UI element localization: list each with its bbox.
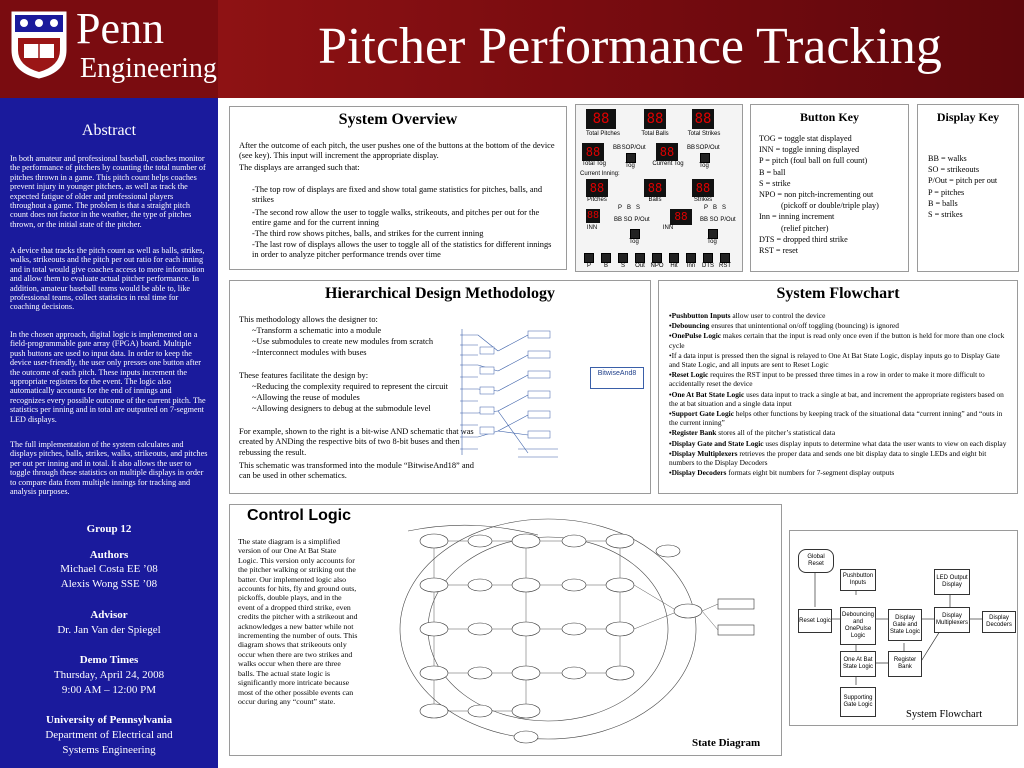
so-label-2: SO: [695, 145, 705, 151]
history-tog-button: [708, 229, 718, 239]
s-label-2: S: [721, 205, 726, 211]
s-label: S: [635, 205, 640, 211]
button-key-line: B = ball: [759, 167, 786, 177]
decoders-node: Display Decoders: [982, 611, 1016, 633]
flowchart-description-item: [669, 439, 1009, 448]
flowchart-diagram-panel: [789, 530, 1018, 726]
total-balls-label: Total Balls: [641, 131, 669, 137]
button-key-line: (relief pitcher): [781, 223, 829, 233]
flowchart-item-text: stores all of the pitcher’s statistical data: [716, 428, 836, 438]
bb-label-4: BB: [699, 217, 708, 223]
display-key-panel: [917, 104, 1019, 272]
inning-balls-display: 88: [644, 179, 666, 197]
advisor-name: Dr. Jan Van der Spiegel: [57, 624, 161, 636]
pushbutton-label-p: P: [586, 263, 591, 269]
total-pitches-label: Total Pitches: [585, 131, 621, 137]
overview-bullet-3: -The third row shows pitches, balls, and strikes for the current inning: [252, 229, 484, 238]
flowchart-description-item: [669, 468, 1009, 477]
advisor-label: Advisor: [90, 609, 128, 621]
total-tog-display: 88: [582, 143, 604, 161]
state-diagram: [398, 511, 778, 749]
history-display: 88: [670, 209, 692, 225]
state-diagram-caption: State Diagram: [692, 737, 761, 749]
flowchart-description-item: [669, 449, 1009, 467]
total-pitches-display: 88: [586, 109, 616, 129]
display-key-line: P = pitches: [928, 187, 965, 197]
flowchart-description-list: [669, 311, 1009, 478]
flowchart-item-text: •If a data input is pressed then the signal is relayed to One At Bat State Logic, display inputs go to Display Gate and State Logic, and all inputs are sent to Reset Logic: [669, 350, 1000, 370]
p-label: P: [617, 205, 622, 211]
control-logic-text: The state diagram is a simplified version of our One At Bat State Logic. This version only accounts for the pitcher walking or striking out the batter. Our implemented logic also accounts for hits, fly and ground outs, pickoffs, double plays, and in the event of a dropped third strike, even credits the pitcher with a strikeout and acknowledges a new batter while not incrementing the number of outs. This diagram shows that strikeouts only occur when there are two strikes and walks occur when there are three balls. The actual state logic is significantly more intricate because most of the other possible events can occur during any “count” state.: [238, 537, 358, 706]
control-logic-panel: [229, 504, 782, 756]
logo-engineering: Engineering: [80, 53, 217, 84]
hier-line-4: ~Interconnect modules with buses: [252, 348, 367, 357]
abstract-paragraph-1: In both amateur and professional baseball, coaches monitor the performance of pitchers by counting the total number of pitches thrown in a game. This pitch count helps coaches prevent injury in younger pitchers, as well as track the expected fatigue of older and professional players throughout a game. The problem is that a straight pitch count does not factor in the weather, the type of pitches thrown, or the initial state of the pitcher.: [10, 154, 206, 229]
hierarchical-panel: [229, 280, 651, 494]
flowchart-description-item: [669, 390, 1009, 408]
pushbutton-dts: [703, 253, 713, 263]
flowchart-description-item: [669, 351, 1009, 369]
pushbutton-label-out: Out: [635, 263, 645, 269]
display-key-line: B = balls: [928, 198, 958, 208]
flowchart-item-term: •Display Multiplexers: [669, 448, 738, 458]
poster-title: Pitcher Performance Tracking: [318, 18, 942, 75]
pushbutton-label-npo: NPO: [650, 263, 664, 269]
global-reset-node: Global Reset: [798, 549, 834, 573]
pushbutton-node: Pushbutton Inputs: [840, 569, 876, 591]
flowchart-item-text: helps other functions by keeping track of the situational data “current inning” and “outs in the current inning”: [669, 409, 1003, 428]
flowchart-description-item: [669, 321, 1009, 330]
display-key-list: [928, 153, 1016, 220]
pout-label-4: P/Out: [720, 217, 736, 223]
flowchart-item-term: •One At Bat State Logic: [669, 389, 745, 399]
system-overview-panel: [229, 106, 567, 270]
logo-penn: Penn: [76, 4, 164, 53]
flowchart-item-term: •OnePulse Logic: [669, 331, 722, 341]
button-key-list: [759, 133, 905, 256]
inning-pitches-display: 88: [586, 179, 608, 197]
pout-label-2: P/Out: [704, 145, 720, 151]
flowchart-caption: System Flowchart: [906, 709, 983, 720]
display-key-line: S = strikes: [928, 210, 963, 220]
current-inning-label: Current Inning:: [580, 171, 620, 177]
inn-label: INN: [586, 225, 598, 231]
flowchart-item-text: makes certain that the input is read only once even if the button is held for more than one clock cycle: [669, 331, 1005, 350]
pushbutton-rst: [720, 253, 730, 263]
flowchart-item-text: ensures that unintentional on/off toggling (bouncing) is ignored: [709, 321, 899, 331]
flowchart-item-term: •Support Gate Logic: [669, 409, 735, 419]
pushbutton-label-hit: Hit: [670, 263, 678, 269]
p-label-2: P: [703, 205, 708, 211]
flowchart-description-item: [669, 370, 1009, 388]
total-strikes-display: 88: [692, 109, 714, 129]
tog-label-4: Tog: [707, 239, 717, 245]
author-1: Michael Costa EE ’08: [60, 563, 158, 575]
button-key-line: P = pitch (foul ball on full count): [759, 156, 868, 166]
reset-logic-node: Reset Logic: [798, 609, 832, 633]
device-illustration: [575, 104, 743, 272]
flowchart-description-item: [669, 409, 1009, 427]
flowchart-item-term: •Pushbutton Inputs: [669, 311, 731, 320]
balls-label: Balls: [648, 197, 662, 203]
b-label-2: B: [712, 205, 717, 211]
hier-line-2: ~Transform a schematic into a module: [252, 326, 382, 335]
pushbutton-inn: [686, 253, 696, 263]
one-at-bat-node: One At Bat State Logic: [840, 651, 876, 677]
flowchart-description-item: [669, 331, 1009, 349]
demo-time: 9:00 AM – 12:00 PM: [61, 684, 157, 696]
display-gate-node: Display Gate and State Logic: [888, 609, 922, 641]
abstract-paragraph-4: The full implementation of the system calculates and displays pitches, balls, strikes, walks, strikeouts, and pitches per out per inning and in total. It also allows the user to toggle through these statistics on multiple displays in order to compare data from multiple innings for tracking and analysis purposes.: [10, 440, 208, 497]
department-line-2: Systems Engineering: [62, 744, 156, 756]
module-label: BitwiseAnd8: [597, 370, 637, 377]
penn-shield-icon: [10, 10, 68, 80]
inn-label-2: INN: [662, 225, 674, 231]
hier-line-5: These features facilitate the design by:: [239, 371, 369, 380]
flowchart-item-text: retrieves the proper data and sends one bit display data to single LEDs and eight bit numbers to the Display Decoders: [669, 448, 987, 468]
inning-tog-button: [630, 229, 640, 239]
hierarchical-title: Hierarchical Design Methodology: [325, 285, 555, 302]
hier-line-10: This schematic was transformed into the module “BitwiseAnd18” and can be used in other schematics.: [239, 461, 474, 481]
tog-label-3: Tog: [629, 239, 639, 245]
system-overview-title: System Overview: [338, 111, 458, 128]
pushbutton-hit: [669, 253, 679, 263]
pushbutton-label-b: B: [603, 263, 608, 269]
total-tog-label: Total Tog: [582, 161, 606, 167]
flowchart-description-item: [669, 311, 1009, 320]
flowchart-description-item: [669, 428, 1009, 437]
author-2: Alexis Wong SSE ’08: [60, 578, 158, 590]
button-key-line: TOG = toggle stat displayed: [759, 134, 852, 143]
inning-strikes-display: 88: [692, 179, 714, 197]
authors-label: Authors: [89, 549, 129, 561]
flowchart-item-text: requires the RST input to be pressed three times in a row in order to make it more difficult to accidentally reset the device: [669, 370, 985, 389]
bb-label-2: BB: [686, 145, 695, 151]
total-balls-display: 88: [644, 109, 666, 129]
button-key-line: (pickoff or double/triple play): [781, 201, 879, 211]
button-key-line: S = strike: [759, 178, 791, 188]
pushbutton-b: [601, 253, 611, 263]
tog-label-2: Tog: [699, 163, 709, 169]
overview-bullet-1: -The top row of displays are fixed and show total game statistics for pitches, balls, and strikes: [252, 185, 543, 205]
current-tog-label: Current Tog: [652, 161, 684, 167]
hier-line-6: ~Reducing the complexity required to represent the circuit: [252, 382, 448, 391]
hier-line-7: ~Allowing the reuse of modules: [252, 393, 360, 402]
display-key-title: Display Key: [936, 110, 1000, 124]
bb-label: BB: [612, 145, 621, 151]
flowchart-item-term: •Display Gate and State Logic: [669, 438, 764, 448]
bitwise-and8-module: [590, 367, 644, 389]
group-label: Group 12: [86, 523, 132, 535]
button-key-panel: [750, 104, 909, 272]
flowchart-item-term: •Register Bank: [669, 428, 717, 438]
button-key-line: NPO = non pitch-incrementing out: [759, 190, 874, 200]
demo-label: Demo Times: [79, 654, 139, 666]
overview-intro-2: The displays are arranged such that:: [239, 163, 360, 172]
display-key-line: SO = strikeouts: [928, 165, 980, 175]
sidebar: [0, 98, 218, 768]
display-key-line: P/Out = pitch per out: [928, 176, 998, 186]
supporting-gate-node: Supporting Gate Logic: [840, 687, 876, 717]
pitches-label: Pitches: [587, 197, 607, 203]
inn-display: 88: [586, 210, 600, 221]
led-output-node: LED Output Display: [934, 569, 970, 595]
bitwise-and-schematic: [458, 325, 566, 461]
flowchart-item-text: uses data input to track a single at bat, and increment the appropriate registers based on the at bat situation and a single data input: [669, 389, 1004, 408]
flowchart-item-text: uses display inputs to determine what data the user wants to view on each display: [763, 438, 1007, 448]
button-key-line: RST = reset: [759, 246, 799, 256]
pout-label-3: P/Out: [634, 217, 650, 223]
control-logic-title: Control Logic: [247, 507, 351, 524]
overview-bullet-2: -The second row allow the user to toggle walks, strikeouts, and pitches per out for the entire game and for the current inning: [252, 208, 540, 228]
pout-label: P/Out: [630, 145, 646, 151]
pushbutton-label-inn: Inn: [686, 263, 696, 269]
button-key-line: Inn = inning increment: [759, 212, 835, 222]
abstract-paragraph-2: A device that tracks the pitch count as well as balls, strikes, walks, strikeouts and the pitch per out ratio for each inning and in total would give coaches access to more information and allow them to evaluate actual pitcher performance. In addition, amateur baseball teams would be able to, like professional teams, collect statistics in real time for coaching decisions.: [10, 246, 205, 312]
current-tog-button: [700, 153, 710, 163]
multiplexers-node: Display Multiplexers: [934, 607, 970, 633]
so-label: SO: [621, 145, 631, 151]
total-tog-button: [626, 153, 636, 163]
system-flowchart-text-panel: [658, 280, 1018, 494]
register-bank-node: Register Bank: [888, 651, 922, 677]
flowchart-item-term: •Display Decoders: [669, 468, 727, 478]
pushbutton-s: [618, 253, 628, 263]
debounce-node: Debouncing and OnePulse Logic: [840, 607, 876, 645]
system-flowchart-title: System Flowchart: [776, 285, 900, 302]
pushbutton-p: [584, 253, 594, 263]
department-line-1: Department of Electrical and: [45, 729, 173, 741]
pushbutton-npo: [652, 253, 662, 263]
overview-intro: After the outcome of each pitch, the user pushes one of the buttons at the bottom of the device (see key). This input will increment the appropriate display.: [239, 141, 555, 161]
total-strikes-label: Total Strikes: [687, 131, 721, 137]
flowchart-item-term: •Debouncing: [669, 321, 710, 331]
display-key-line: BB = walks: [928, 154, 967, 163]
pushbutton-out: [635, 253, 645, 263]
logo-area: [0, 0, 218, 98]
abstract-paragraph-3: In the chosen approach, digital logic is implemented on a field-programmable gate array (FPGA) board. Multiple push buttons are used to input data. In order to keep the device user-friendly, the user only presses one button after the outcome of each pitch. These inputs increment the appropriate registers for the event. The logic also automatically accounts for the end of innings and recognizes every possible outcome of the current pitch. The statistics per inning and in total are outputted on 7-segment LED displays.: [10, 330, 206, 424]
so-label-3: SO: [623, 217, 633, 223]
abstract-heading: Abstract: [81, 122, 137, 139]
hier-line-9: For example, shown to the right is a bit-wise AND schematic that was created by ANDing the respective bits of two 8-bit buses and then rebussing the result.: [239, 427, 474, 457]
flowchart-item-text: allow user to control the device: [730, 311, 826, 320]
hier-line-1: This methodology allows the designer to:: [239, 315, 378, 324]
flowchart-item-term: •Reset Logic: [669, 370, 709, 380]
strikes-label: Strikes: [693, 197, 713, 203]
pushbutton-label-s: S: [620, 263, 625, 269]
b-label: B: [626, 205, 631, 211]
tog-label: Tog: [625, 163, 635, 169]
current-tog-display: 88: [656, 143, 678, 161]
pushbutton-label-dts: DTS: [702, 263, 714, 269]
university: University of Pennsylvania: [46, 714, 172, 726]
demo-date: Thursday, April 24, 2008: [53, 669, 165, 681]
overview-bullet-4: -The last row of displays allows the user to toggle all of the statistics for different innings in order to analyze pitcher performance trends over time: [252, 240, 552, 260]
flowchart-item-text: formats eight bit numbers for 7-segment display outputs: [726, 468, 895, 478]
bb-label-3: BB: [613, 217, 622, 223]
so-label-4: SO: [709, 217, 719, 223]
button-key-line: DTS = dropped third strike: [759, 234, 848, 244]
hier-line-3: ~Use submodules to create new modules from scratch: [252, 337, 434, 346]
button-key-line: INN = toggle inning displayed: [759, 145, 860, 155]
hier-line-8: ~Allowing designers to debug at the submodule level: [252, 404, 431, 413]
button-key-title: Button Key: [799, 110, 859, 124]
pushbutton-label-rst: RST: [719, 263, 731, 269]
